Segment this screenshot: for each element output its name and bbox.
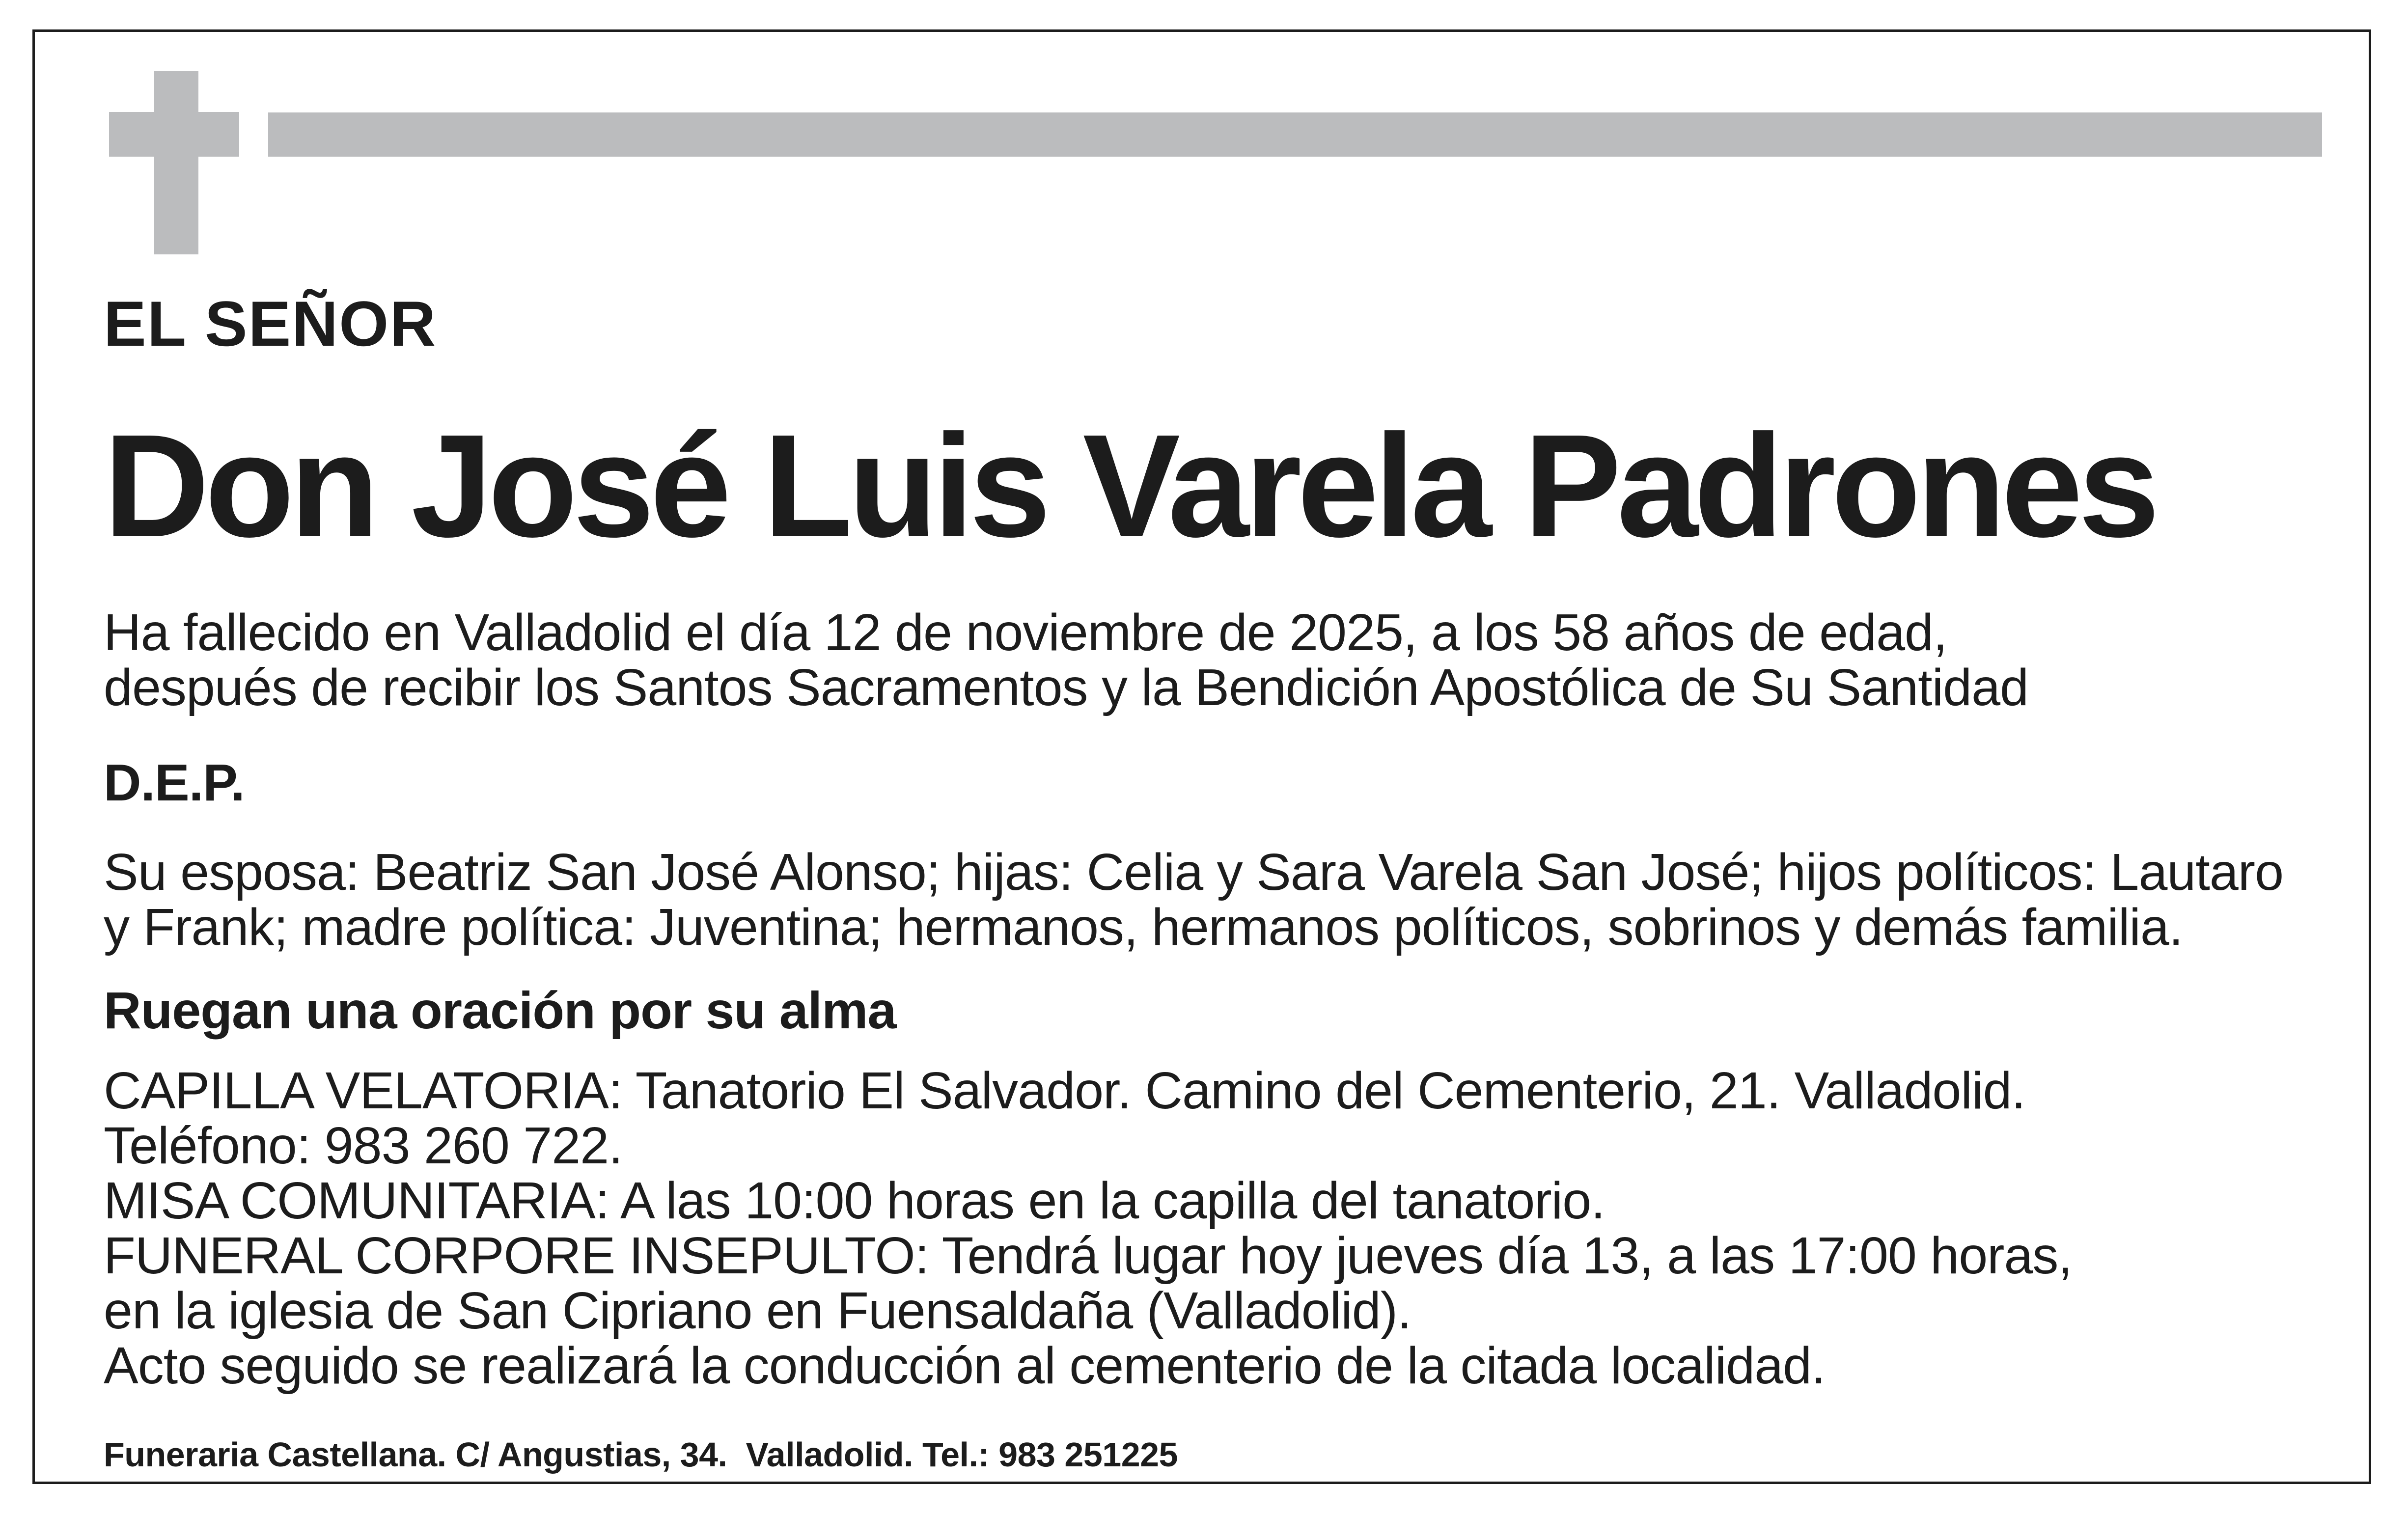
service-line-3: MISA COMUNITARIA: A las 10:00 horas en la capilla del tanatorio.	[104, 1172, 1605, 1230]
death-line-2: después de recibir los Santos Sacramentos y la Bendición Apostólica de Su Santidad	[104, 659, 2028, 716]
dep-label: D.E.P.	[104, 754, 245, 812]
service-details	[104, 1063, 2072, 1393]
family-list	[104, 845, 2283, 955]
cross-horizontal-beam	[109, 112, 239, 157]
family-line-1: Su esposa: Beatriz San José Alonso; hijas: Celia y Sara Varela San José; hijos políticos: Lautaro	[104, 843, 2284, 901]
funeral-home-footer	[104, 1435, 1178, 1474]
service-line-2: Teléfono: 983 260 722.	[104, 1117, 623, 1175]
service-line-1: CAPILLA VELATORIA: Tanatorio El Salvador. Camino del Cementerio, 21. Valladolid.	[104, 1062, 2025, 1120]
deceased-name: Don José Luis Varela Padrones	[104, 404, 2156, 568]
footer-contact: Valladolid. Tel.: 983 251225	[746, 1435, 1178, 1474]
intro-title: EL SEÑOR	[104, 288, 437, 359]
prayer-request: Ruegan una oración por su alma	[104, 982, 896, 1040]
service-line-4: FUNERAL CORPORE INSEPULTO: Tendrá lugar hoy jueves día 13, a las 17:00 horas,	[104, 1227, 2072, 1285]
header-rule	[268, 112, 2322, 157]
footer-company: Funeraria Castellana. C/ Angustias, 34.	[104, 1435, 727, 1474]
service-line-5: en la iglesia de San Cipriano en Fuensaldaña (Valladolid).	[104, 1282, 1412, 1340]
cross-vertical-beam	[154, 71, 198, 254]
death-statement	[104, 605, 2028, 715]
death-line-1: Ha fallecido en Valladolid el día 12 de noviembre de 2025, a los 58 años de edad,	[104, 604, 1947, 661]
family-line-2: y Frank; madre política: Juventina; hermanos, hermanos políticos, sobrinos y demás familia.	[104, 898, 2183, 956]
service-line-6: Acto seguido se realizará la conducción al cementerio de la citada localidad.	[104, 1337, 1826, 1395]
